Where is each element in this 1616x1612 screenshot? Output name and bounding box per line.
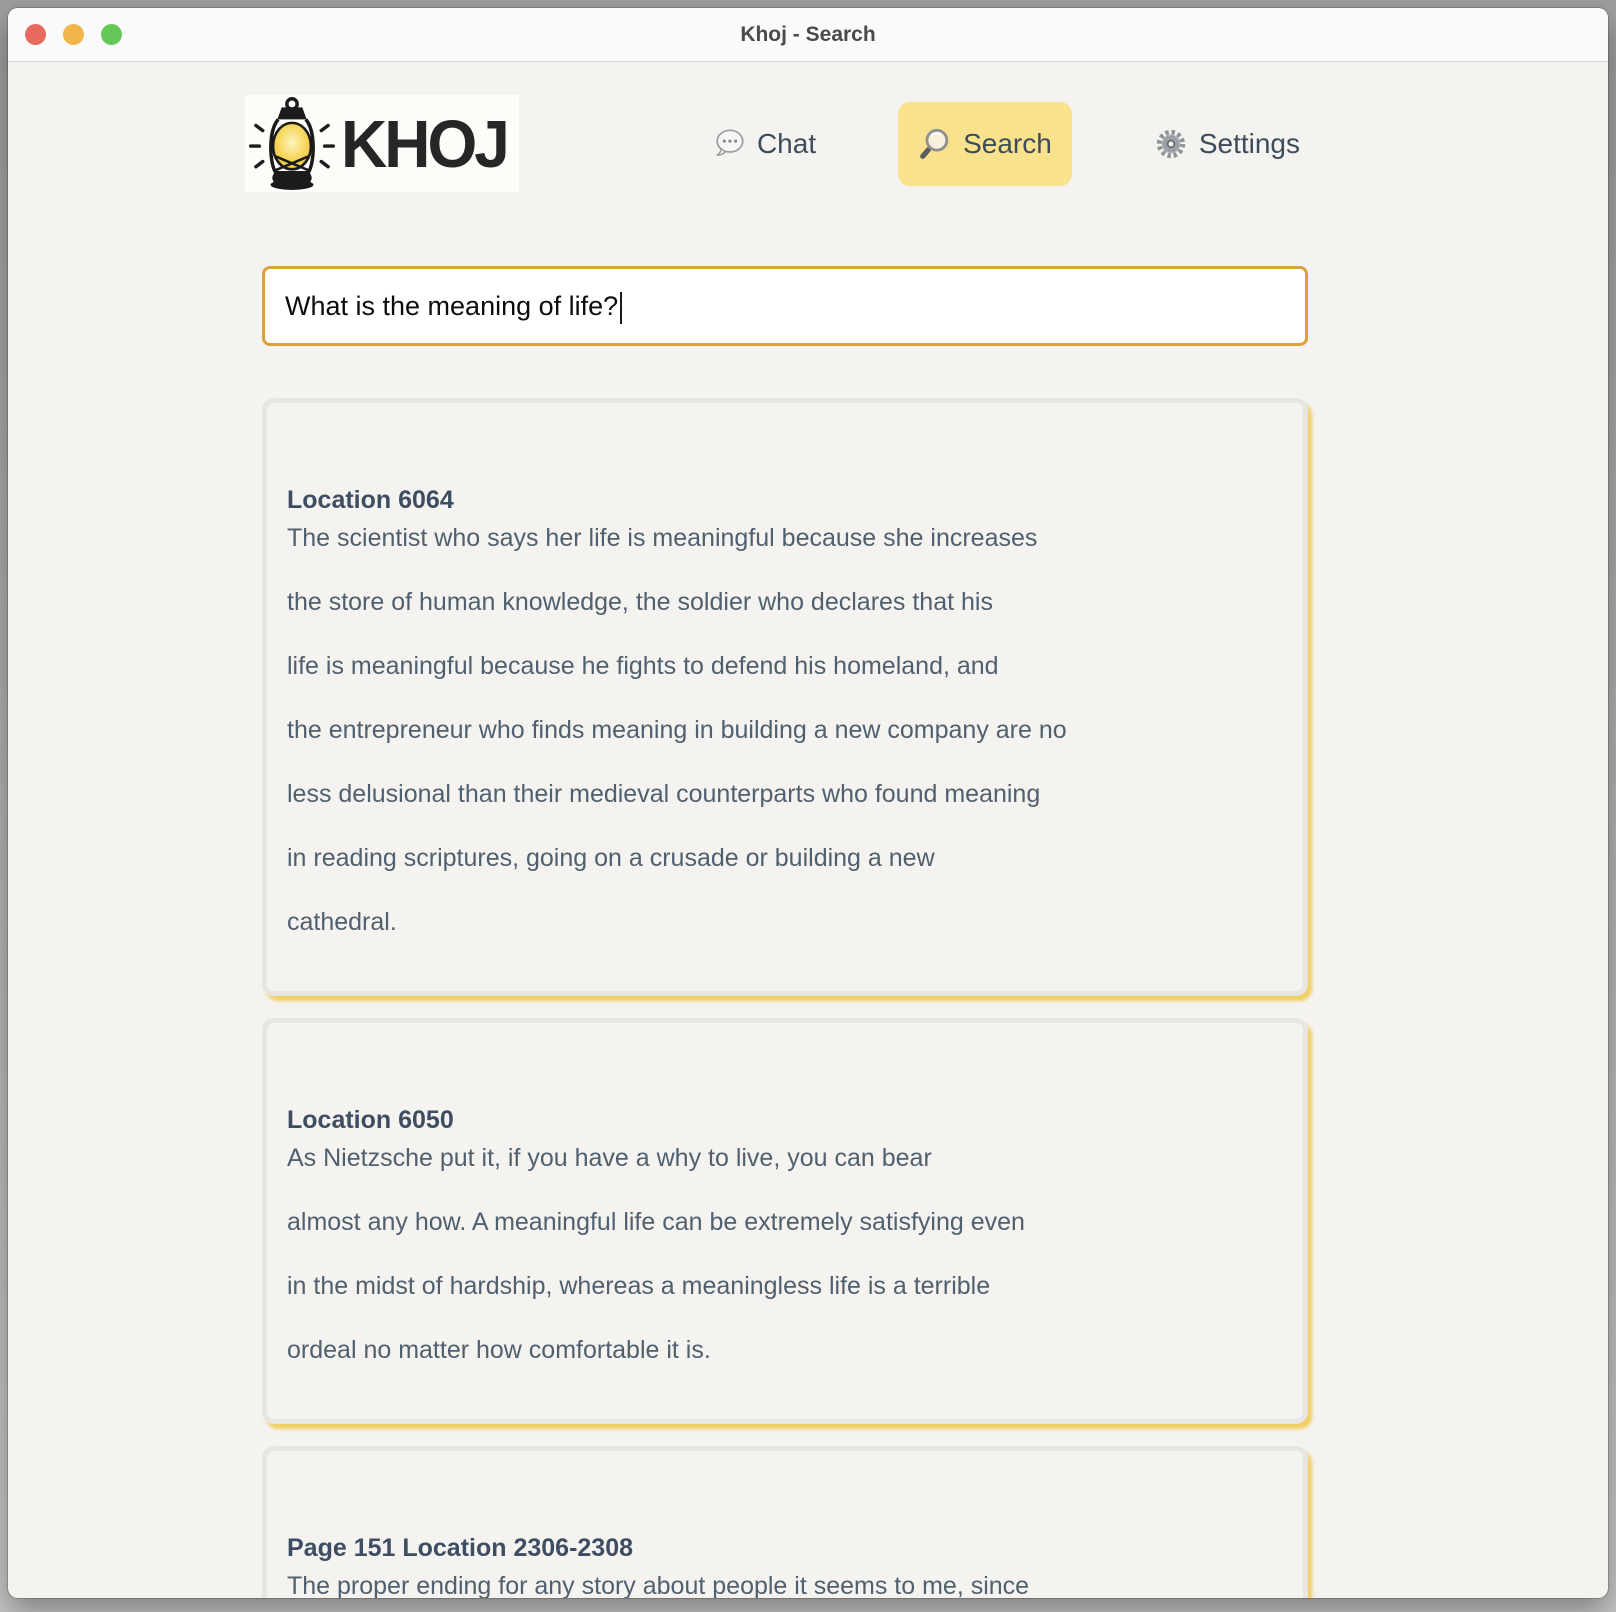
nav-item-chat[interactable] [692, 102, 836, 186]
result-heading: Location 6050 [287, 1106, 454, 1134]
result-line: almost any how. A meaningful life can be extremely satisfying even [287, 1208, 1025, 1236]
close-button[interactable] [25, 24, 46, 45]
result-line: ordeal no matter how comfortable it is. [287, 1336, 711, 1364]
result-line: The scientist who says her life is meaningful because she increases [287, 524, 1038, 552]
khoj-logo [245, 95, 519, 192]
search-input-value: What is the meaning of life? [285, 290, 619, 321]
brand-name: KHOJ [341, 106, 507, 181]
search-input[interactable] [262, 266, 1308, 346]
result-line: cathedral. [287, 908, 397, 936]
result-line: the store of human knowledge, the soldier who declares that his [287, 588, 993, 616]
result-line: in reading scriptures, going on a crusade or building a new [287, 844, 935, 872]
result-line: the entrepreneur who finds meaning in building a new company are no [287, 716, 1067, 744]
result-card[interactable] [262, 1018, 1308, 1424]
result-heading: Location 6064 [287, 486, 454, 514]
title-bar [8, 8, 1608, 62]
main-nav [692, 102, 1320, 186]
app-window [8, 8, 1608, 1598]
nav-label-search: Search [963, 127, 1052, 159]
result-line: less delusional than their medieval counterparts who found meaning [287, 780, 1041, 808]
nav-label-settings: Settings [1198, 127, 1300, 159]
text-caret [620, 292, 622, 324]
lantern-icon [249, 96, 335, 191]
main-content [262, 266, 1308, 1598]
result-line: life is meaningful because he fights to defend his homeland, and [287, 652, 999, 680]
result-line: As Nietzsche put it, if you have a why to live, you can bear [287, 1144, 932, 1172]
result-card[interactable] [262, 1446, 1308, 1598]
result-line: The proper ending for any story about people it seems to me, since [287, 1572, 1030, 1598]
nav-item-settings[interactable] [1134, 102, 1320, 186]
chat-bubble-icon [712, 127, 746, 161]
search-icon [918, 127, 952, 161]
app-header [245, 95, 1320, 192]
zoom-button[interactable] [101, 24, 122, 45]
window-title: Khoj - Search [740, 22, 876, 46]
nav-item-search[interactable] [898, 102, 1072, 186]
result-line: in the midst of hardship, whereas a meaningless life is a terrible [287, 1272, 991, 1300]
minimize-button[interactable] [63, 24, 84, 45]
search-results [262, 398, 1308, 1598]
result-heading: Page 151 Location 2306-2308 [287, 1534, 634, 1562]
result-card[interactable] [262, 398, 1308, 996]
gear-icon [1154, 127, 1188, 161]
traffic-lights [25, 8, 122, 61]
nav-label-chat: Chat [756, 127, 817, 159]
